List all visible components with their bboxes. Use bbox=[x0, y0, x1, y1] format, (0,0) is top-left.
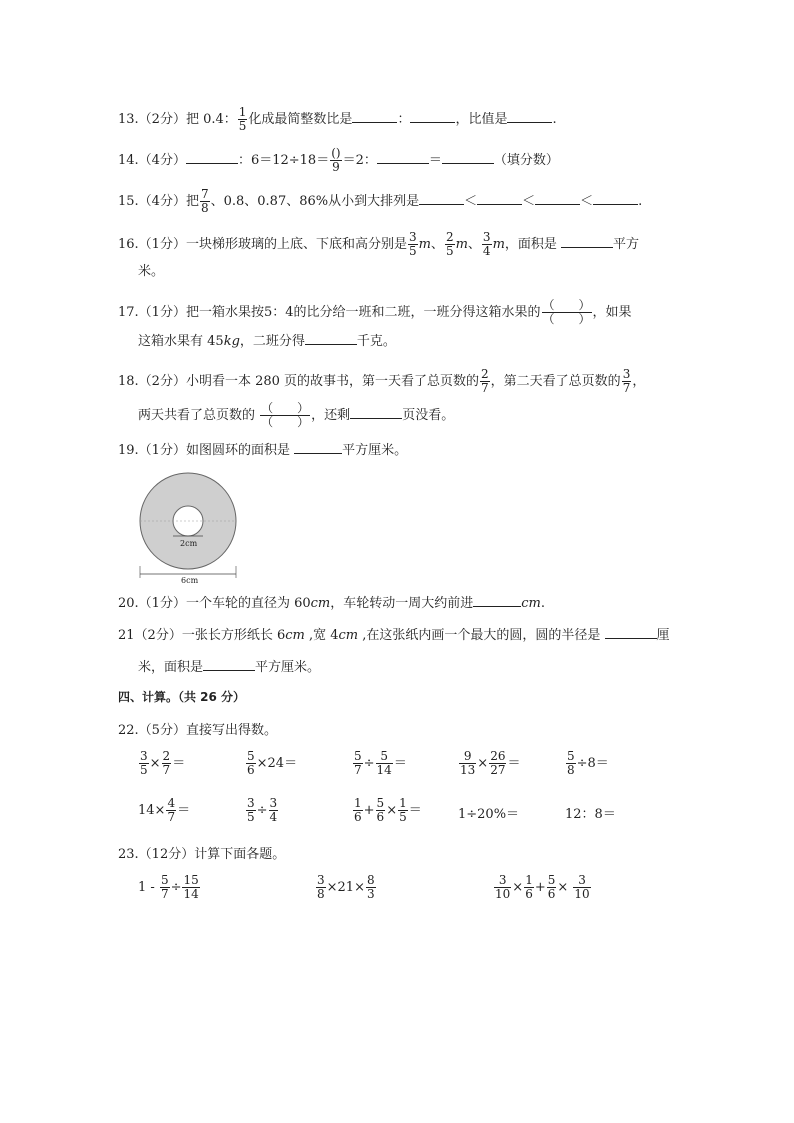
fraction-blank[interactable]: $\frac{( )}{( )}$ bbox=[261, 401, 310, 429]
answer-blank[interactable] bbox=[442, 151, 494, 164]
question-16: 16.（1分）一块梯形玻璃的上底、下底和高分别是 $\frac{3}{5}$ m、 $\frac{2}{5}$ m、 $\frac{3}{4}$ m，面积是 平方 bbox=[118, 230, 640, 258]
question-19: 19.（1分）如图圆环的面积是 平方厘米。 bbox=[118, 443, 408, 458]
answer-blank[interactable] bbox=[477, 192, 522, 205]
fraction: $\frac{7}{8}$ bbox=[200, 187, 209, 215]
calc-item: 14× $\frac{4}{7}$ ＝ bbox=[138, 796, 191, 824]
fraction: $\frac{2}{5}$ bbox=[445, 230, 454, 258]
calc-item: $\frac{9}{13}$ × $\frac{26}{27}$ ＝ bbox=[460, 749, 521, 777]
answer-blank[interactable] bbox=[605, 626, 657, 639]
question-20: 20.（1分）一个车轮的直径为 60cm，车轮转动一周大约前进 cm. bbox=[118, 596, 545, 611]
answer-blank[interactable] bbox=[561, 235, 613, 248]
calc-item: 12：8＝ bbox=[565, 807, 616, 822]
answer-blank[interactable] bbox=[186, 151, 238, 164]
answer-blank[interactable] bbox=[473, 594, 521, 607]
question-18-cont: 两天共看了总页数的 $\frac{( )}{( )}$ ，还剩 页没看。 bbox=[138, 401, 455, 429]
answer-blank[interactable] bbox=[377, 151, 429, 164]
question-18: 18.（2分）小明看一本 280 页的故事书，第一天看了总页数的 $\frac{2}{7}$ ，第二天看了总页数的 $\frac{3}{7}$ ， bbox=[118, 367, 646, 395]
fraction: $\frac{3}{4}$ bbox=[482, 230, 491, 258]
answer-blank[interactable] bbox=[535, 192, 580, 205]
answer-blank[interactable] bbox=[294, 441, 342, 454]
answer-blank[interactable] bbox=[419, 192, 464, 205]
question-21-cont: 米，面积是 平方厘米。 bbox=[138, 660, 321, 675]
calc-item: $\frac{1}{6}$ + $\frac{5}{6}$ × $\frac{1}{5}$ ＝ bbox=[354, 796, 422, 824]
answer-blank[interactable] bbox=[350, 406, 402, 419]
fraction-blank[interactable]: $\frac{( )}{( )}$ bbox=[542, 298, 591, 326]
answer-blank[interactable] bbox=[352, 110, 397, 123]
calc-item: 1÷20%＝ bbox=[458, 807, 520, 822]
question-17: 17.（1分）把一箱水果按5：4的比分给一班和二班，一班分得这箱水果的 $\frac{( )}{( )}$ ，如果 bbox=[118, 298, 632, 326]
section-heading: 四、计算。（共 26 分） bbox=[118, 690, 246, 704]
calc-expression: $\frac{3}{8}$ ×21× $\frac{8}{3}$ bbox=[317, 873, 375, 901]
question-14: 14.（4分） ：6＝12÷18＝ $\frac{()}{9}$ ＝2： ＝ （填分数） bbox=[118, 146, 559, 174]
question-22-title: 22.（5分）直接写出得数。 bbox=[118, 723, 277, 738]
calc-expression: $\frac{3}{10}$ × $\frac{1}{6}$ + $\frac{5}{6}$ × $\frac{3}{10}$ bbox=[495, 873, 590, 901]
answer-blank[interactable] bbox=[593, 192, 638, 205]
answer-blank[interactable] bbox=[507, 110, 552, 123]
calc-item: $\frac{5}{8}$ ÷8＝ bbox=[567, 749, 609, 777]
answer-blank[interactable] bbox=[410, 110, 455, 123]
calc-item: $\frac{5}{7}$ ÷ $\frac{5}{14}$ ＝ bbox=[354, 749, 407, 777]
calc-item: $\frac{5}{6}$ ×24＝ bbox=[247, 749, 298, 777]
calc-item: $\frac{3}{5}$ ÷ $\frac{3}{4}$ bbox=[247, 796, 278, 824]
answer-blank[interactable] bbox=[305, 332, 357, 345]
question-23-title: 23.（12分）计算下面各题。 bbox=[118, 847, 286, 862]
question-21: 21（2分）一张长方形纸长 6cm ,宽 4cm ,在这张纸内画一个最大的圆，圆的半径是 厘 bbox=[118, 628, 670, 643]
question-17-cont: 这箱水果有 45kg，二班分得 千克。 bbox=[138, 334, 396, 349]
fraction: $\frac{3}{7}$ bbox=[622, 367, 631, 395]
calc-item: $\frac{3}{5}$ × $\frac{2}{7}$ ＝ bbox=[140, 749, 186, 777]
fraction: $\frac{2}{7}$ bbox=[481, 367, 489, 395]
outer-diameter-label: 6cm bbox=[181, 576, 199, 585]
inner-diameter-label: 2cm bbox=[180, 539, 198, 548]
question-16-cont: 米。 bbox=[138, 264, 165, 279]
fraction: $\frac{()}{9}$ bbox=[331, 146, 341, 174]
fraction: $\frac{3}{5}$ bbox=[408, 230, 417, 258]
fraction: $\frac{1}{5}$ bbox=[238, 105, 247, 133]
calc-expression: 1 - $\frac{5}{7}$ ÷ $\frac{15}{14}$ bbox=[138, 873, 199, 901]
question-15: 15.（4分）把 $\frac{7}{8}$ 、0.8、0.87、86%从小到大排列是 ＜ ＜ ＜ . bbox=[118, 187, 643, 215]
annulus-figure bbox=[138, 466, 248, 586]
answer-blank[interactable] bbox=[203, 658, 255, 671]
question-13: 13.（2分）把 0.4： $\frac{1}{5}$ 化成最简整数比是 ： ，比值是 . bbox=[118, 105, 557, 133]
